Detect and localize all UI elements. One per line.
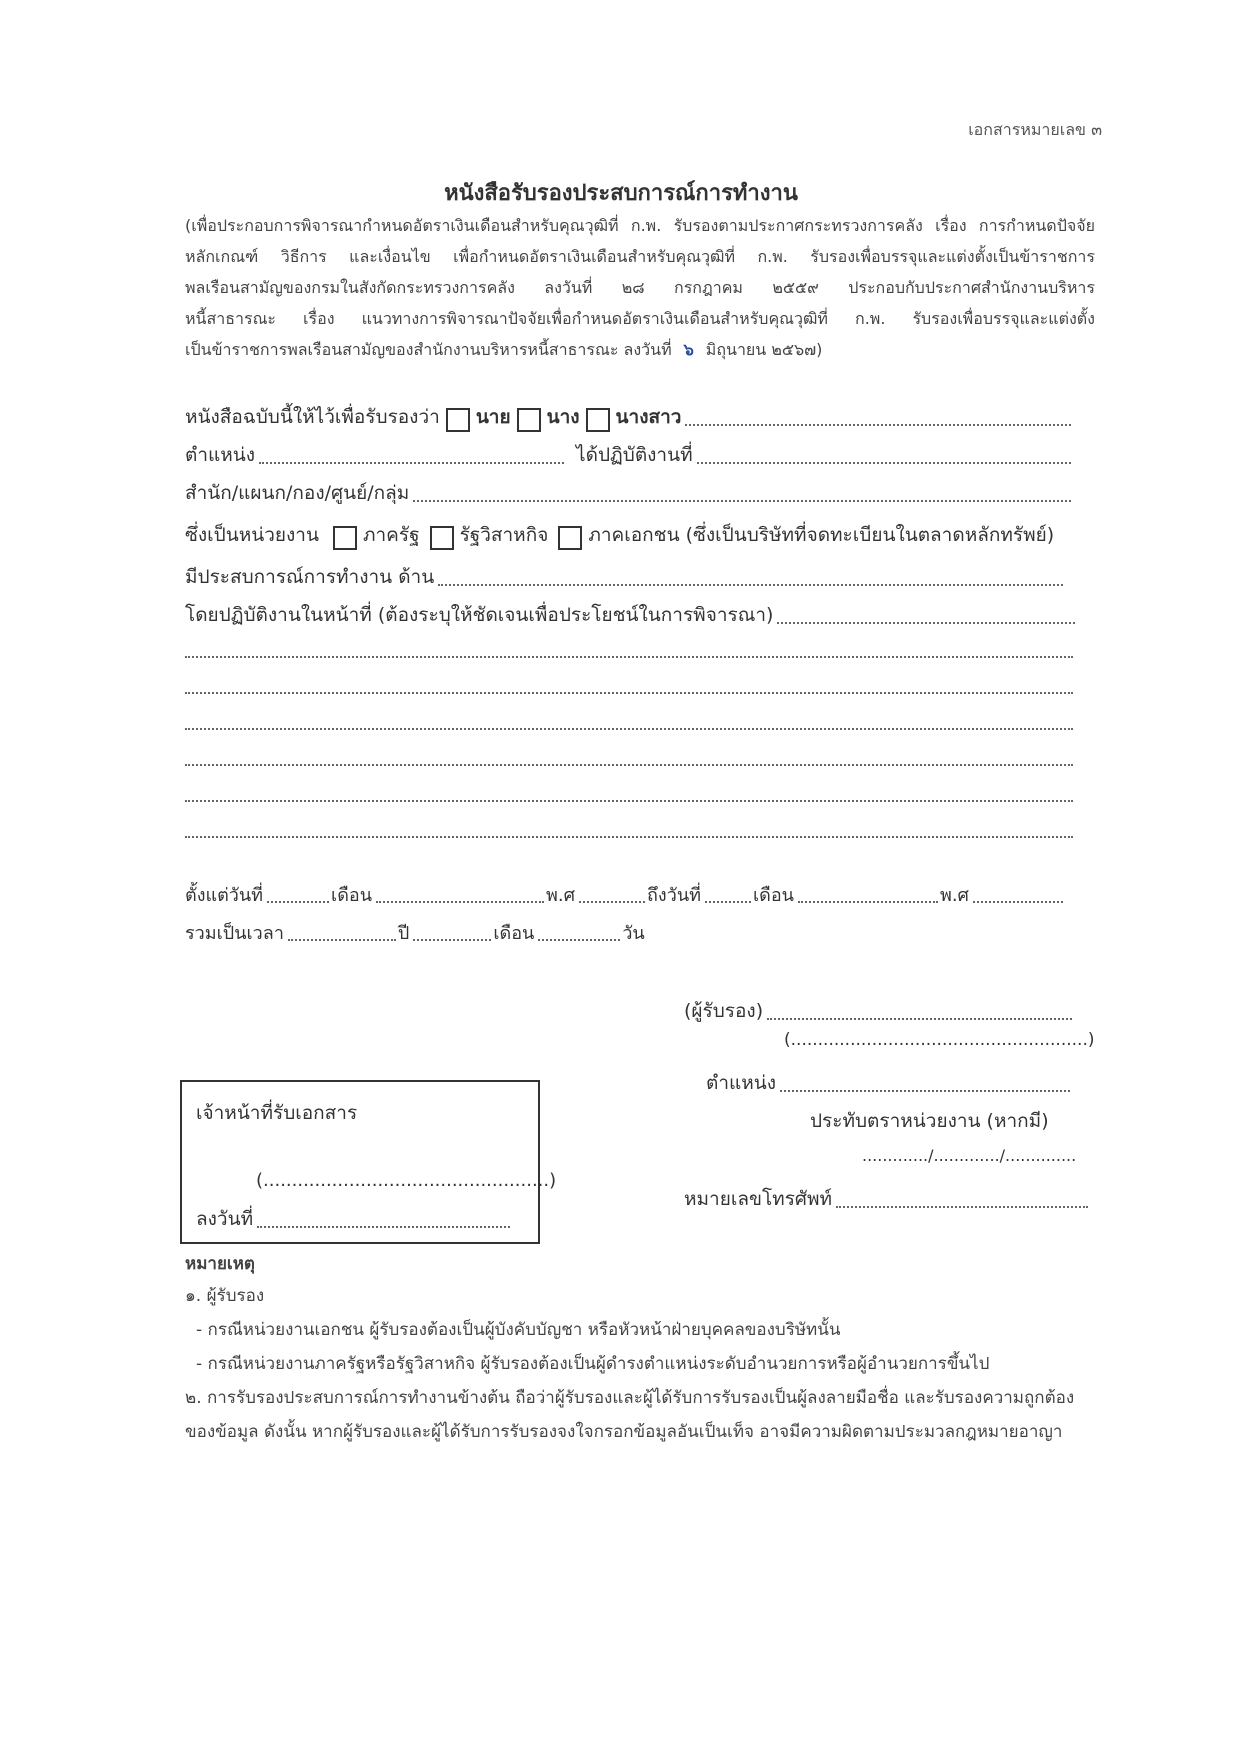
intro-text: ๒๕๕๙ <box>772 278 819 297</box>
to-date-label: ถึงวันที่ <box>647 885 701 906</box>
name-field[interactable] <box>685 424 1071 426</box>
intro-line-3 <box>185 272 1095 303</box>
certifier-label: (ผู้รับรอง) <box>684 1000 764 1022</box>
year-label: ปี <box>397 923 410 944</box>
total-label: รวมเป็นเวลา <box>185 923 284 944</box>
position-label: ตำแหน่ง <box>185 444 256 466</box>
total-months-field[interactable] <box>413 939 491 941</box>
checkbox-government[interactable] <box>333 526 357 550</box>
intro-text: เรื่อง <box>935 216 967 235</box>
intro-text: ก.พ. <box>855 309 886 328</box>
from-day-field[interactable] <box>267 901 329 903</box>
agency-row <box>185 520 1054 550</box>
intro-text: เรื่อง <box>303 309 335 328</box>
document-number: เอกสารหมายเลข ๓ <box>968 120 1102 139</box>
total-years-field[interactable] <box>288 939 396 941</box>
intro-text: รับรองเพื่อบรรจุและแต่งตั้งเป็นข้าราชการ <box>810 247 1095 266</box>
intro-text: (เพื่อประกอบการพิจารณากำหนดอัตราเงินเดือนสำหรับคุณวุฒิที่ <box>185 216 619 235</box>
receiver-date-field[interactable] <box>257 1226 510 1228</box>
note-1a: - กรณีหน่วยงานเอกชน ผู้รับรองต้องเป็นผู้บังคับบัญชา หรือหัวหน้าฝ่ายบุคคลของบริษัทนั้น <box>196 1320 841 1340</box>
unit-label: สำนัก/แผนก/กอง/ศูนย์/กลุ่ม <box>185 482 410 504</box>
intro-text: ๒๘ <box>621 278 645 297</box>
note-2a: ๒. การรับรองประสบการณ์การทำงานข้างต้น ถือว่าผู้รับรองและผู้ได้รับการรับรองเป็นผู้ลงลายมือชื่อ และรับรองความถูกต้อง <box>185 1388 1075 1408</box>
certifier-name-paren[interactable]: (.......................................................) <box>784 1030 1095 1050</box>
phone-field[interactable] <box>836 1206 1088 1208</box>
to-month-field[interactable] <box>798 901 938 903</box>
intro-text: เพื่อกำหนดอัตราเงินเดือนสำหรับคุณวุฒิที่ <box>453 247 736 266</box>
agency-label: ซึ่งเป็นหน่วยงาน <box>185 524 319 546</box>
duty-row <box>185 600 1077 630</box>
certify-row <box>185 402 1073 432</box>
option-government-label: ภาครัฐ <box>362 524 420 546</box>
intro-text: รับรองตามประกาศกระทรวงการคลัง <box>673 216 923 235</box>
intro-text: พลเรือนสามัญของกรมในสังกัดกระทรวงการคลัง <box>185 278 515 297</box>
option-mrs-label: นาง <box>546 406 580 428</box>
unit-row <box>185 478 1073 508</box>
notes-heading: หมายเหตุ <box>185 1254 255 1274</box>
note-1: ๑. ผู้รับรอง <box>185 1286 265 1306</box>
month-label: เดือน <box>493 923 535 944</box>
option-miss-label: นางสาว <box>615 406 682 428</box>
unit-field[interactable] <box>413 500 1071 502</box>
from-year-field[interactable] <box>579 901 645 903</box>
intro-text: เป็นข้าราชการพลเรือนสามัญของสำนักงานบริหารหนี้สาธารณะ ลงวันที่ <box>185 340 672 359</box>
certify-date-field[interactable]: ............./............./.............. <box>862 1146 1077 1165</box>
duty-blank-line[interactable] <box>185 764 1073 766</box>
receiver-box <box>180 1080 557 1244</box>
intro-paragraph <box>185 210 1095 365</box>
receiver-title: เจ้าหน้าที่รับเอกสาร <box>196 1102 358 1124</box>
intro-line-1 <box>185 210 1095 241</box>
intro-text: ลงวันที่ <box>544 278 593 297</box>
workplace-field[interactable] <box>697 462 1071 464</box>
certifier-position-label: ตำแหน่ง <box>706 1072 777 1094</box>
checkbox-mr[interactable] <box>446 408 470 432</box>
receiver-date-row <box>196 1204 512 1234</box>
workplace-label: ได้ปฏิบัติงานที่ <box>576 444 693 466</box>
receiver-name-paren[interactable]: (..................................................) <box>256 1170 557 1191</box>
intro-text: ก.พ. <box>630 216 662 235</box>
duty-blank-line[interactable] <box>185 728 1073 730</box>
intro-text: ก.พ. <box>757 247 788 266</box>
intro-text: แนวทางการพิจารณาปัจจัยเพื่อกำหนดอัตราเงินเดือนสำหรับคุณวุฒิที่ <box>361 309 828 328</box>
intro-text: หนี้สาธารณะ <box>185 309 277 328</box>
checkbox-mrs[interactable] <box>517 408 541 432</box>
intro-day-number: ๖ <box>683 340 694 359</box>
to-year-label: พ.ศ <box>939 885 969 906</box>
to-day-field[interactable] <box>705 901 751 903</box>
intro-text: การกำหนดปัจจัย <box>978 216 1095 235</box>
to-month-label: เดือน <box>753 885 794 906</box>
position-row <box>185 440 1073 470</box>
intro-line-2 <box>185 241 1095 272</box>
certifier-signature-field[interactable] <box>767 1018 1072 1020</box>
period-row <box>185 880 1065 909</box>
duty-blank-line[interactable] <box>185 836 1073 838</box>
phone-label: หมายเลขโทรศัพท์ <box>684 1188 833 1210</box>
intro-text: มิถุนายน ๒๕๖๗) <box>705 340 823 359</box>
experience-field[interactable] <box>438 584 1063 586</box>
intro-text: รับรองเพื่อบรรจุและแต่งตั้ง <box>912 309 1095 328</box>
checkbox-state-enterprise[interactable] <box>430 526 454 550</box>
duty-blank-line[interactable] <box>185 656 1073 658</box>
total-row <box>185 918 665 947</box>
certifier-position-field[interactable] <box>780 1090 1070 1092</box>
option-private-label: ภาคเอกชน (ซึ่งเป็นบริษัทที่จดทะเบียนในตลาดหลักทรัพย์) <box>588 524 1055 546</box>
intro-text: วิธีการ <box>280 247 327 266</box>
duty-blank-line[interactable] <box>185 692 1073 694</box>
option-mr-label: นาย <box>475 406 511 428</box>
intro-text: และเงื่อนไข <box>349 247 431 266</box>
intro-text: กรกฎาคม <box>674 278 743 297</box>
day-label: วัน <box>622 923 645 944</box>
intro-text: ประกอบกับประกาศสำนักงานบริหาร <box>848 278 1095 297</box>
option-state-enterprise-label: รัฐวิสาหกิจ <box>459 524 549 546</box>
position-field[interactable] <box>259 462 564 464</box>
intro-line-4 <box>185 303 1095 334</box>
certifier-position-row <box>706 1068 1072 1098</box>
from-date-label: ตั้งแต่วันที่ <box>185 885 264 906</box>
duty-label: โดยปฏิบัติงานในหน้าที่ (ต้องระบุให้ชัดเจนเพื่อประโยชน์ในการพิจารณา) <box>185 604 774 626</box>
note-1b: - กรณีหน่วยงานภาครัฐหรือรัฐวิสาหกิจ ผู้รับรองต้องเป็นผู้ดำรงตำแหน่งระดับอำนวยการหรือผู้อำนวยการขึ้นไป <box>196 1354 990 1374</box>
to-year-field[interactable] <box>973 901 1063 903</box>
experience-row <box>185 562 1065 592</box>
stamp-label: ประทับตราหน่วยงาน (หากมี) <box>810 1110 1049 1132</box>
page-title: หนังสือรับรองประสบการณ์การทำงาน <box>444 181 798 206</box>
duty-field[interactable] <box>777 622 1075 624</box>
checkbox-miss[interactable] <box>586 408 610 432</box>
certifier-row <box>684 996 1074 1026</box>
from-month-field[interactable] <box>376 901 544 903</box>
total-days-field[interactable] <box>538 939 620 941</box>
note-2b: ของข้อมูล ดังนั้น หากผู้รับรองและผู้ได้รับการรับรองจงใจกรอกข้อมูลอันเป็นเท็จ อาจมีความผิดตามประมวลกฎหมายอาญา <box>185 1422 1063 1442</box>
receiver-date-label: ลงวันที่ <box>196 1208 254 1230</box>
checkbox-private[interactable] <box>558 526 582 550</box>
from-month-label: เดือน <box>331 885 373 906</box>
experience-label: มีประสบการณ์การทำงาน ด้าน <box>185 566 435 588</box>
duty-blank-line[interactable] <box>185 800 1073 802</box>
certify-label: หนังสือฉบับนี้ให้ไว้เพื่อรับรองว่า <box>185 406 440 428</box>
intro-text: หลักเกณฑ์ <box>185 247 259 266</box>
from-year-label: พ.ศ <box>546 885 576 906</box>
phone-row <box>684 1184 1090 1214</box>
intro-line-5 <box>185 334 1095 365</box>
